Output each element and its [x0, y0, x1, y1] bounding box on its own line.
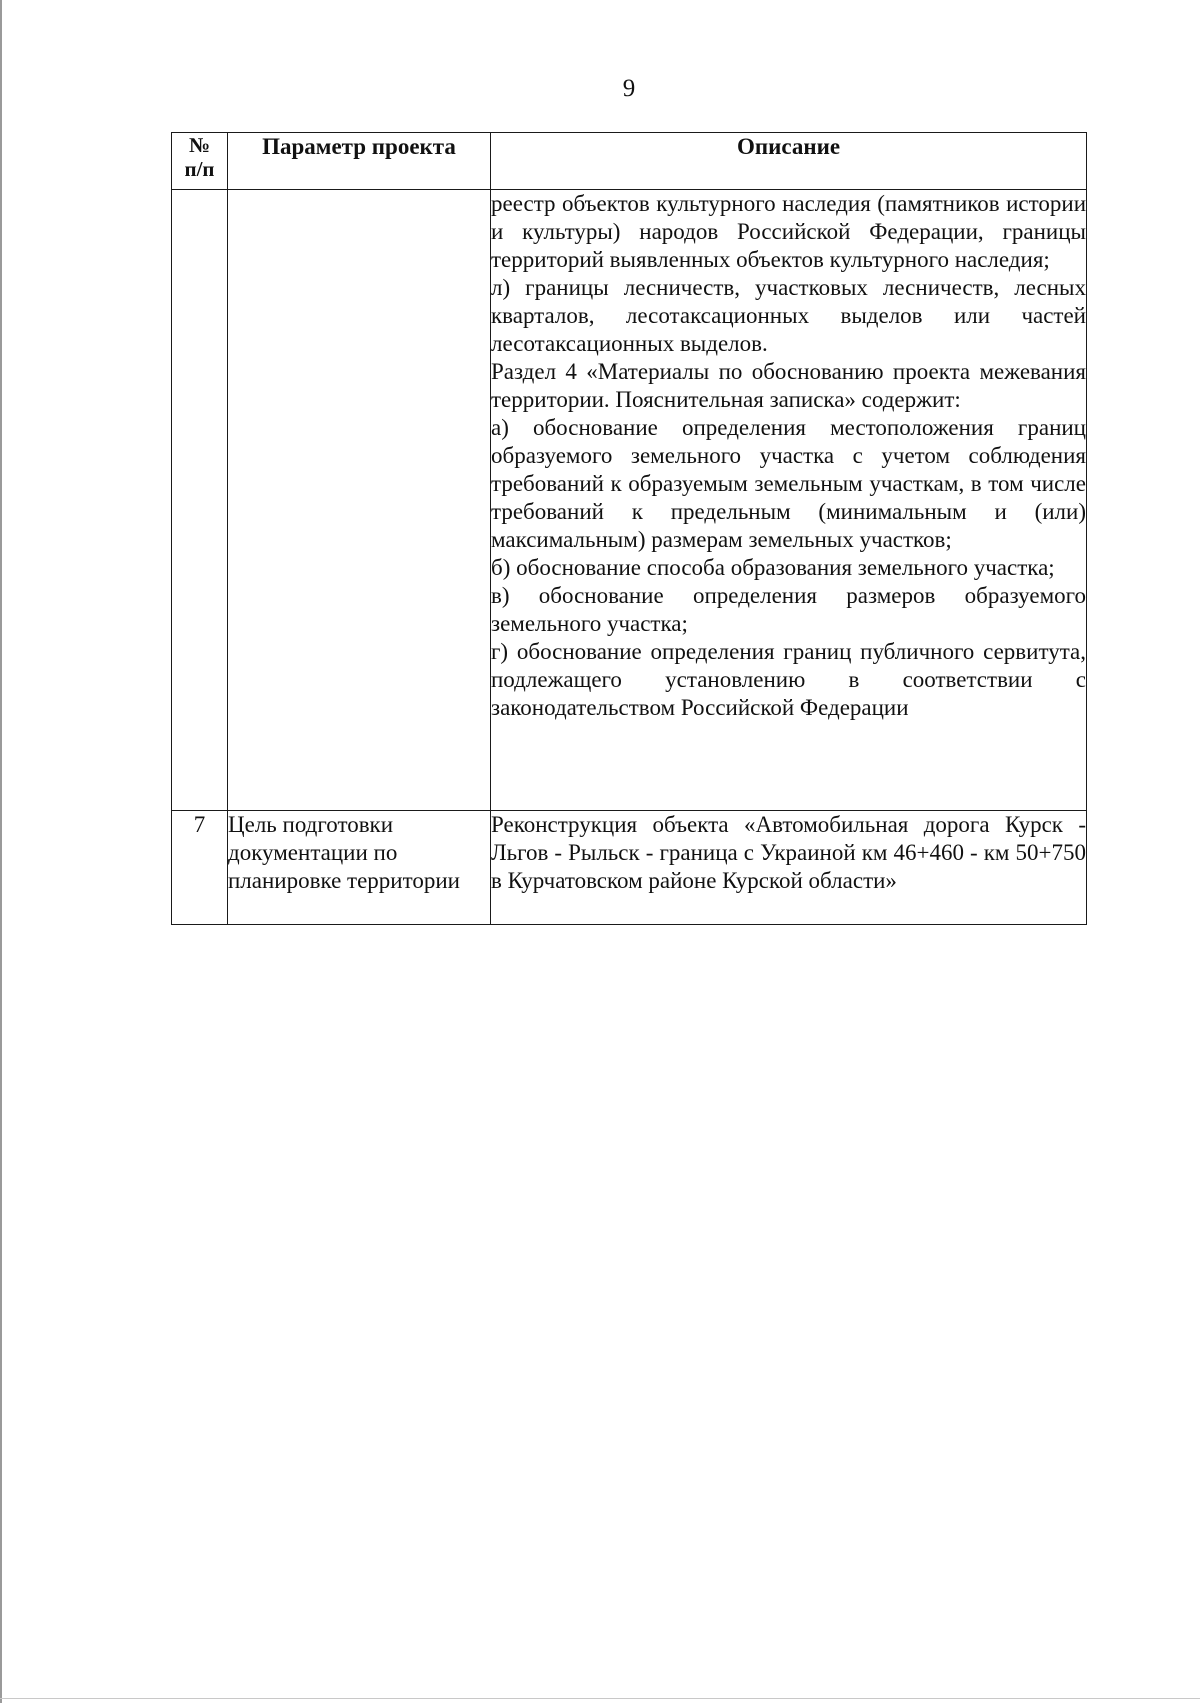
header-description: Описание [491, 133, 1087, 190]
description-paragraph: б) обоснование способа образования земельного участка; [491, 555, 1055, 580]
scan-edge [0, 0, 2, 1703]
header-number-abbr: п/п [184, 157, 215, 181]
table-row [172, 190, 1087, 811]
row-description [491, 811, 1087, 925]
description-paragraph: а) обоснование определения местоположения границ образуемого земельного участка с учетом соблюдения требований к образуемым земельным участкам, в том числе требований к предельным (минимальным и (или) максимальным) размерам земельных участков; [491, 415, 1086, 552]
description-paragraph: Раздел 4 «Материалы по обоснованию проекта межевания территории. Пояснительная записка» содержит: [491, 359, 1086, 412]
project-parameters-table [171, 132, 1087, 925]
header-parameter: Параметр проекта [228, 133, 491, 190]
page-number: 9 [622, 75, 636, 102]
row-number: 7 [172, 811, 228, 925]
description-paragraph: л) границы лесничеств, участковых лесничеств, лесных кварталов, лесотаксационных выделов или частей лесотаксационных выделов. [491, 275, 1086, 356]
description-paragraph: реестр объектов культурного наследия (памятников истории и культуры) народов Российской Федерации, границы территорий выявленных объектов культурного наследия; [491, 191, 1086, 272]
row-number [172, 190, 228, 811]
scan-edge [0, 1698, 1200, 1699]
header-number-sign: № [188, 133, 211, 157]
row-parameter [228, 190, 491, 811]
table-header-row [172, 133, 1087, 190]
row-description [491, 190, 1087, 811]
description-paragraph: г) обоснование определения границ публичного сервитута, подлежащего установлению в соответствии с законодательством Российской Федерации [491, 639, 1086, 720]
header-number [172, 133, 228, 190]
table-row [172, 811, 1087, 925]
description-paragraph: в) обоснование определения размеров образуемого земельного участка; [491, 583, 1086, 636]
row-parameter: Цель подготовки документации по планировке территории [228, 811, 491, 925]
description-paragraph: Реконструкция объекта «Автомобильная дорога Курск - Льгов - Рыльск - граница с Украиной км 46+460 - км 50+750 в Курчатовском районе Курской области» [491, 812, 1086, 893]
